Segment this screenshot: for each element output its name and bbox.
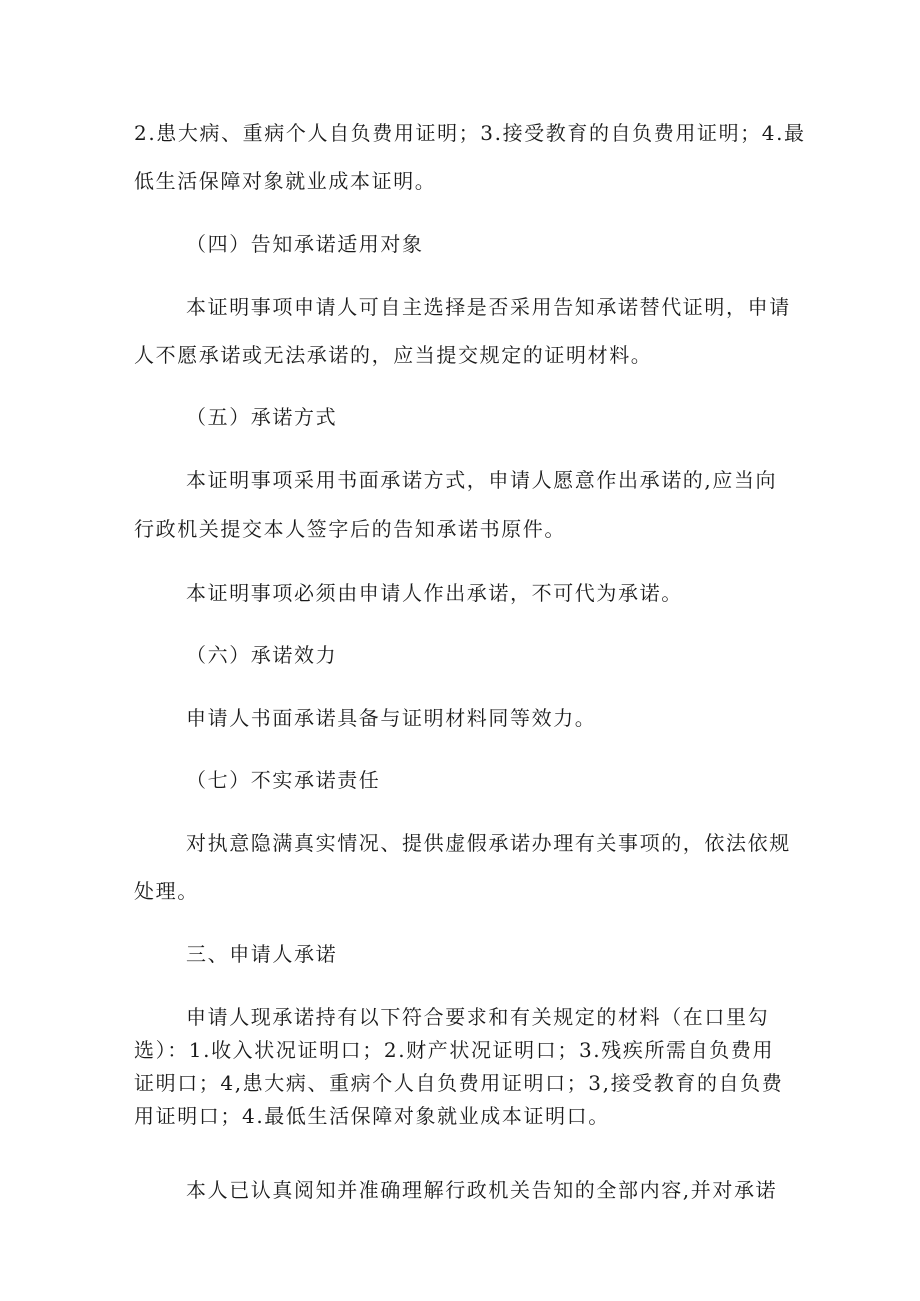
paragraph-line: 用证明口；4.最低生活保障对象就业成本证明口。 [134,1104,610,1128]
paragraph-line: 证明口；4,患大病、重病个人自负费用证明口；3,接受教育的自负费 [134,1071,784,1095]
section-heading: （四）告知承诺适用对象 [186,232,424,256]
paragraph-line: 选）：1.收入状况证明口；2.财产状况证明口；3.残疾所需自负费用 [134,1038,775,1062]
paragraph-line: 人不愿承诺或无法承诺的，应当提交规定的证明材料。 [134,343,653,367]
paragraph-line: 对执意隐满真实情况、提供虚假承诺办理有关事项的，依法依规 [186,831,791,855]
section-heading: （五）承诺方式 [186,405,338,429]
paragraph-line: 本人已认真阅知并准确理解行政机关告知的全部内容,并对承诺 [186,1178,778,1202]
section-heading: 三、申请人承诺 [186,942,338,966]
paragraph-line: 2.患大病、重病个人自负费用证明；3.接受教育的自负费用证明；4.最 [134,121,806,145]
paragraph-line: 处理。 [134,879,199,903]
paragraph-line: 本证明事项采用书面承诺方式，申请人愿意作出承诺的,应当向 [186,468,778,492]
section-heading: （七）不实承诺责任 [186,768,381,792]
paragraph-line: 申请人现承诺持有以下符合要求和有关规定的材料（在口里勾 [186,1005,770,1029]
paragraph-line: 低生活保障对象就业成本证明。 [134,169,437,193]
paragraph-line: 行政机关提交本人签字后的告知承诺书原件。 [134,517,566,541]
section-heading: （六）承诺效力 [186,643,338,667]
paragraph-line: 本证明事项必须由申请人作出承诺，不可代为承诺。 [186,581,683,605]
paragraph-line: 申请人书面承诺具备与证明材料同等效力。 [186,706,597,730]
paragraph-line: 本证明事项申请人可自主选择是否采用告知承诺替代证明，申请 [186,295,791,319]
